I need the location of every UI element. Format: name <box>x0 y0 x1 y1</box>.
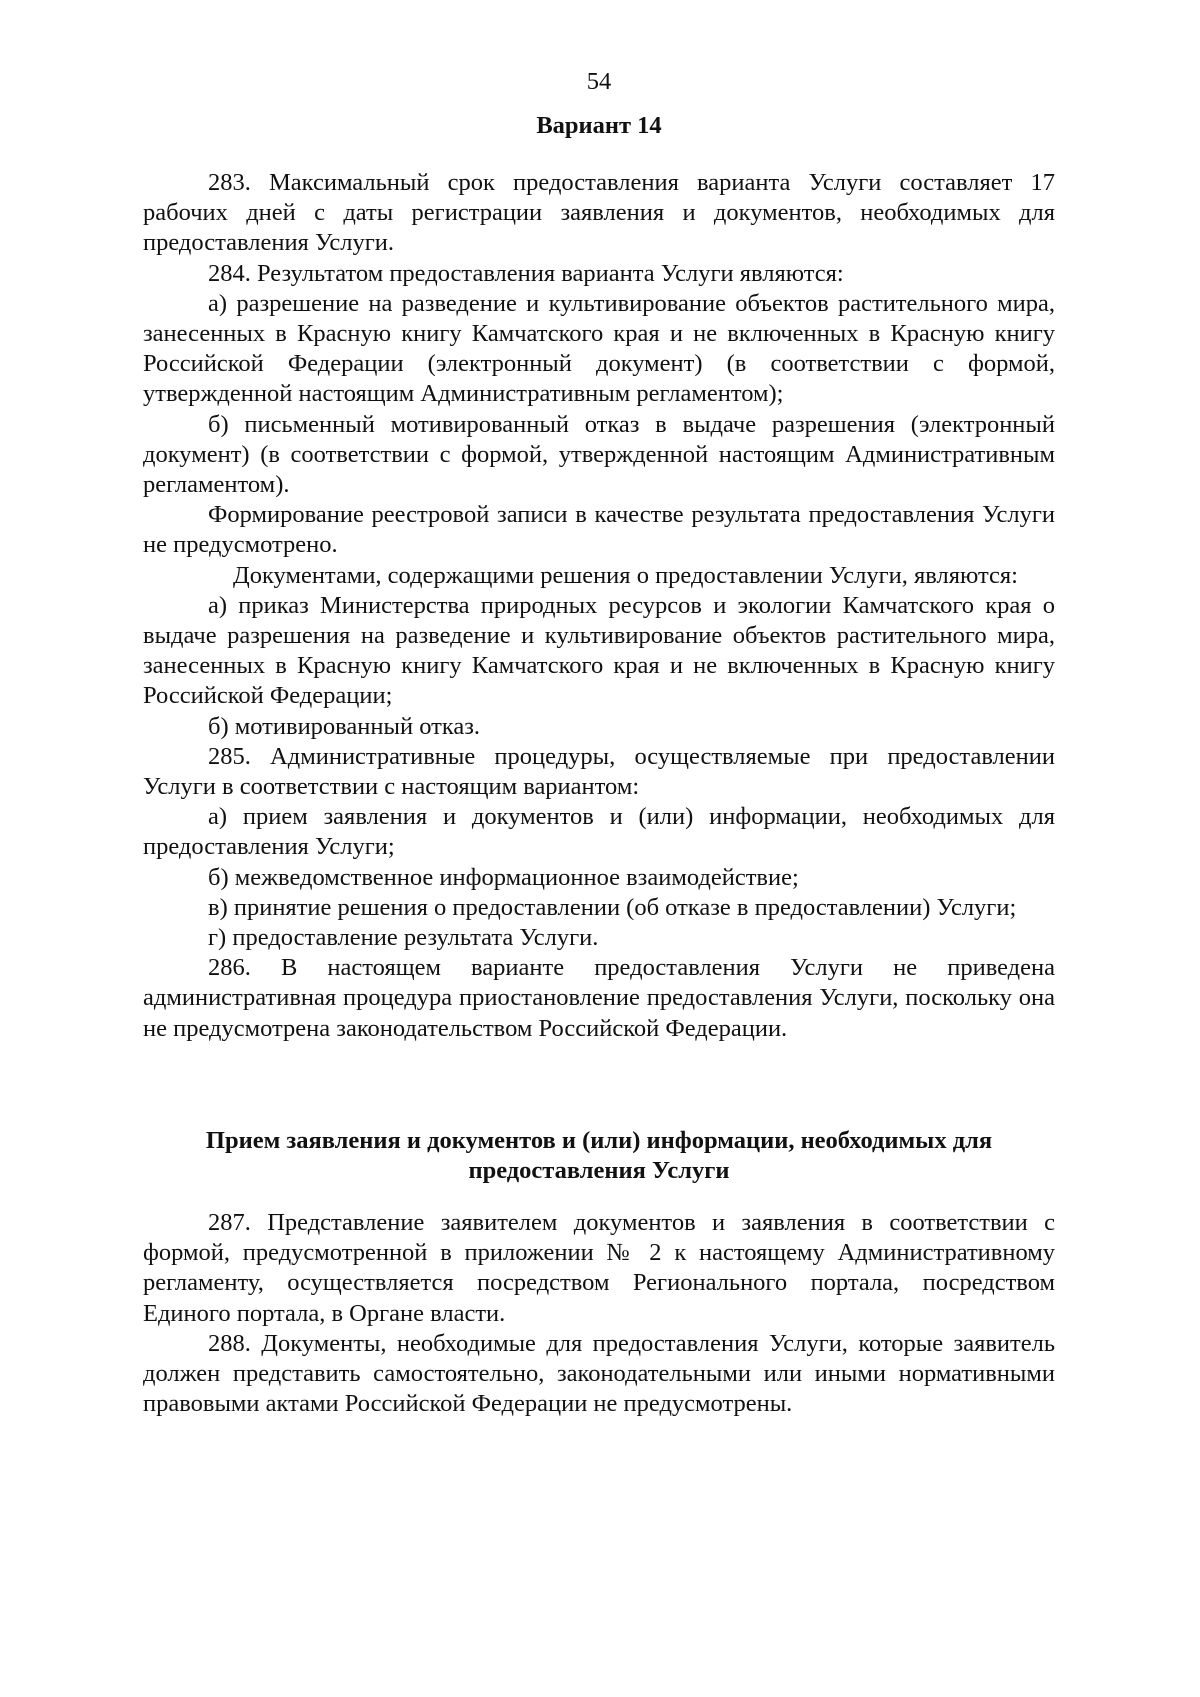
paragraph-285-c: в) принятие решения о предоставлении (об отказе в предоставлении) Услуги; <box>208 893 1017 921</box>
paragraph-decision-documents: Документами, содержащими решения о предоставлении Услуги, являются: <box>233 561 1018 589</box>
body-text-section-2 <box>143 1208 1055 1419</box>
body-text-section-1 <box>143 168 1055 1044</box>
paragraph-286: 286. В настоящем варианте предоставления Услуги не приведена административная процедура приостановление предоставления Услуги, поскольку она не предусмотрена законодательством Российской Федерации. <box>143 954 1055 1042</box>
paragraph-285: 285. Административные процедуры, осуществляемые при предоставлении Услуги в соответствии с настоящим вариантом: <box>143 742 1055 801</box>
paragraph-284-a: а) разрешение на разведение и культивирование объектов растительного мира, занесенных в Красную книгу Камчатского края и не включенных в Красную книгу Российской Федерации (электронный документ) (в соответствии с формой, утвержденной настоящим Административным регламентом); <box>143 289 1055 408</box>
section-heading: Прием заявления и документов и (или) информации, необходимых для предоставления Услуги <box>205 1127 993 1185</box>
paragraph-registry-note: Формирование реестровой записи в качестве результата предоставления Услуги не предусмотрено. <box>143 501 1055 559</box>
paragraph-decision-a: а) приказ Министерства природных ресурсов и экологии Камчатского края о выдаче разрешения на разведение и культивирование объектов растительного мира, занесенных в Красную книгу Камчатского края и не включенных в Красную книгу Российской Федерации; <box>143 591 1055 710</box>
paragraph-285-d: г) предоставление результата Услуги. <box>208 924 599 952</box>
paragraph-285-a: а) прием заявления и документов и (или) информации, необходимых для предоставления Услуги; <box>143 803 1055 861</box>
paragraph-284: 284. Результатом предоставления варианта Услуги являются: <box>208 259 844 287</box>
variant-title: Вариант 14 <box>536 112 662 139</box>
paragraph-285-b: б) межведомственное информационное взаимодействие; <box>208 863 799 891</box>
paragraph-283: 283. Максимальный срок предоставления варианта Услуги составляет 17 рабочих дней с даты регистрации заявления и документов, необходимых для предоставления Услуги. <box>143 169 1055 257</box>
paragraph-288: 288. Документы, необходимые для предоставления Услуги, которые заявитель должен представить самостоятельно, законодательными или иными нормативными правовыми актами Российской Федерации не предусмотрены. <box>143 1329 1055 1418</box>
paragraph-284-b: б) письменный мотивированный отказ в выдаче разрешения (электронный документ) (в соответствии с формой, утвержденной настоящим Административным регламентом). <box>143 410 1055 499</box>
page-number: 54 <box>586 68 612 95</box>
paragraph-287: 287. Представление заявителем документов и заявления в соответствии с формой, предусмотренной в приложении № 2 к настоящему Административному регламенту, осуществляется посредством Регионального портала, посредством Единого портала, в Органе власти. <box>143 1209 1055 1327</box>
paragraph-decision-b: б) мотивированный отказ. <box>208 712 481 740</box>
